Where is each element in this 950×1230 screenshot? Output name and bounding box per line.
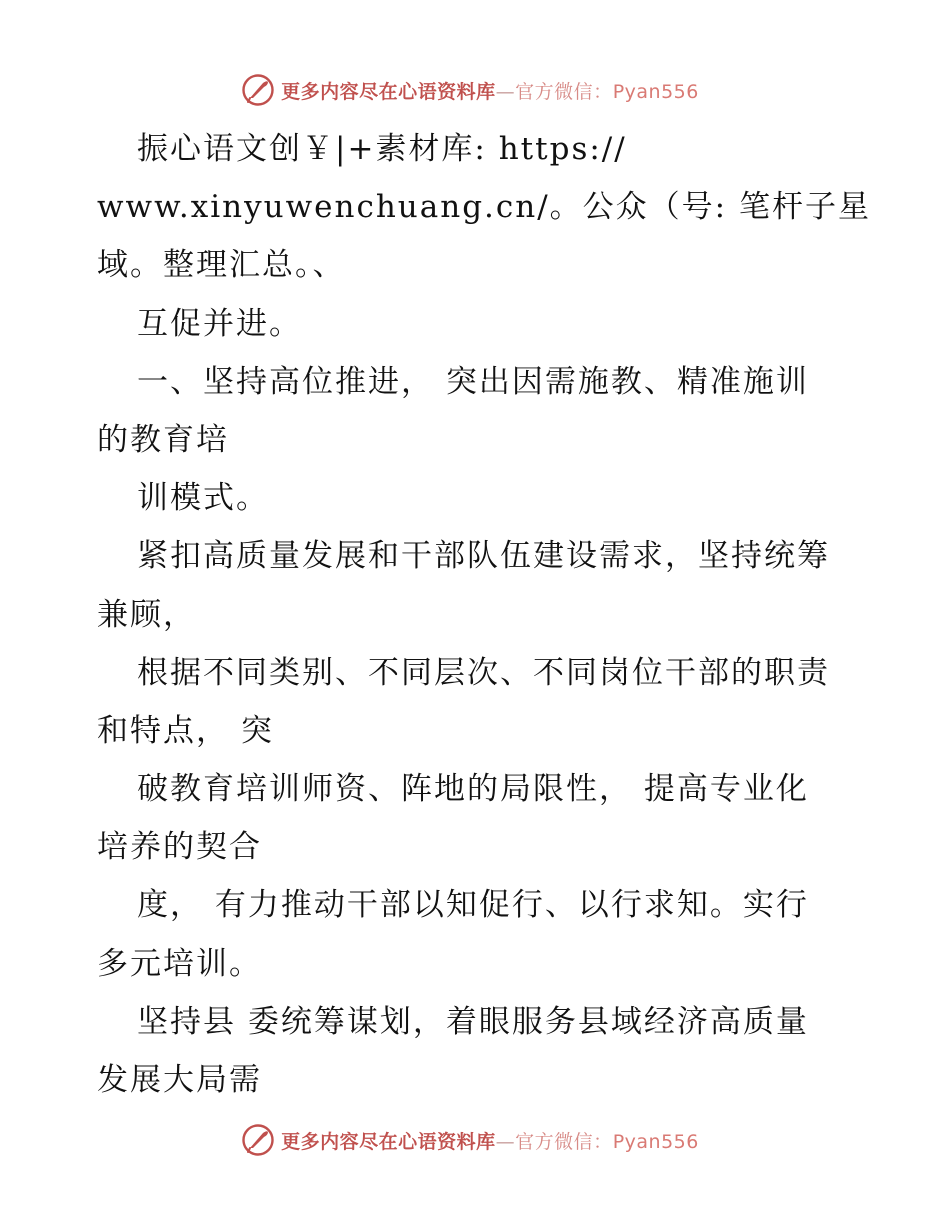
banner-official-label: 官方微信： [515,80,613,103]
text-line: 破教育培训师资、阵地的局限性， 提高专业化 [137,771,809,808]
text-line: 兼顾， [97,596,196,633]
banner-text [281,77,699,104]
section-heading-cont: 的教育培 [97,421,229,458]
banner-dash: — [495,80,516,103]
quill-logo-icon [241,1123,275,1157]
text-line: 和特点， 突 [97,712,274,749]
banner-wechat-id: Pyan556 [612,1130,699,1153]
text-line: 度， 有力推动干部以知促行、以行求知。实行 [137,887,809,924]
document-body [97,120,877,1109]
text-line: 训模式。 [137,480,269,517]
header-banner [0,70,950,110]
footer-banner [0,1120,950,1160]
banner-wechat-id: Pyan556 [612,80,699,103]
quill-logo-icon [241,73,275,107]
text-line: www.xinyuwenchuang.cn/。公众（号: 笔杆子星 [97,189,871,226]
banner-official-label: 官方微信： [515,1130,613,1153]
text-line: 互促并进。 [137,305,302,342]
banner-brand: 更多内容尽在心语资料库 [281,1130,496,1153]
banner-dash: — [495,1130,516,1153]
banner-brand: 更多内容尽在心语资料库 [281,80,496,103]
text-line: 发展大局需 [97,1062,262,1098]
section-heading: 一、坚持高位推进， 突出因需施教、精准施训 [137,363,809,400]
text-line: 域。整理汇总。、 [97,247,346,284]
text-line: 培养的契合 [97,829,262,866]
text-line: 多元培训。 [97,945,262,982]
banner-text [281,1127,699,1154]
text-line: 振心语文创￥|+素材库: https:// [137,131,627,167]
text-line: 坚持县 委统筹谋划，着眼服务县域经济高质量 [137,1003,809,1040]
text-line: 根据不同类别、不同层次、不同岗位干部的职责 [137,654,830,691]
text-line: 紧扣高质量发展和干部队伍建设需求，坚持统筹 [137,538,830,575]
